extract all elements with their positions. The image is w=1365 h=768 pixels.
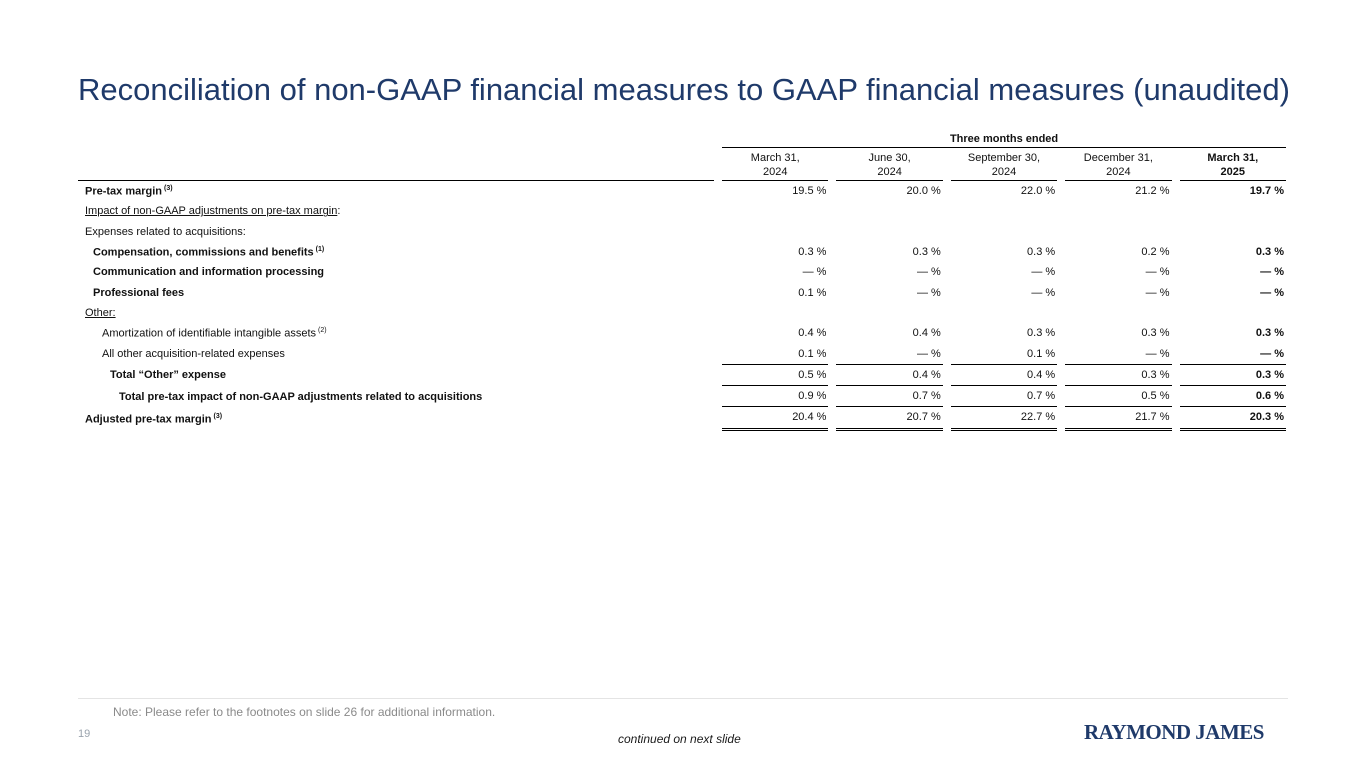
value-cell: 22.0 % <box>1020 185 1056 198</box>
row-label: Total pre-tax impact of non-GAAP adjustments related to acquisitions <box>119 390 483 403</box>
value-cell: — % <box>1145 286 1170 299</box>
value-cell: 0.3 % <box>1255 327 1284 340</box>
value-cell: 0.2 % <box>1141 246 1170 259</box>
row-label: Compensation, commissions and benefits $^{(1)}$ <box>93 245 325 259</box>
value-cell: 0.3 % <box>1141 327 1170 340</box>
column-header-sep-2024: September 30, 2024 <box>951 148 1057 181</box>
row-professional-fees <box>78 282 1286 302</box>
value-cell: 0.3 % <box>912 246 941 259</box>
value-cell: 22.7 % <box>951 407 1057 430</box>
header-span-row <box>78 130 1286 148</box>
value-cell: 0.3 % <box>1027 327 1056 340</box>
value-cell: 20.3 % <box>1180 407 1286 430</box>
row-compensation <box>78 242 1286 262</box>
value-cell: 0.3 % <box>1027 246 1056 259</box>
row-pre-tax-margin <box>78 181 1286 201</box>
value-cell: 21.2 % <box>1135 185 1170 198</box>
value-cell: 0.3 % <box>798 246 827 259</box>
row-label: All other acquisition-related expenses <box>102 348 285 361</box>
value-cell: 0.1 % <box>951 343 1057 364</box>
three-months-ended-header: Three months ended <box>722 130 1286 148</box>
value-cell: — % <box>916 266 941 279</box>
value-cell: 0.7 % <box>836 386 942 407</box>
row-label: Communication and information processing <box>93 266 325 279</box>
value-cell: 0.1 % <box>798 286 827 299</box>
row-total-other-expense <box>78 365 1286 386</box>
value-cell: 19.7 % <box>1249 185 1284 198</box>
value-cell: — % <box>1260 286 1284 299</box>
value-cell: 20.4 % <box>722 407 828 430</box>
value-cell: 0.7 % <box>951 386 1057 407</box>
value-cell: 0.3 % <box>1180 365 1286 386</box>
value-cell: — % <box>802 266 827 279</box>
row-total-pre-tax-impact <box>78 386 1286 407</box>
value-cell: 0.1 % <box>722 343 828 364</box>
row-communication <box>78 262 1286 282</box>
column-header-mar-2025: March 31, 2025 <box>1180 148 1286 181</box>
column-header-dec-2024: December 31, 2024 <box>1065 148 1171 181</box>
value-cell: 21.7 % <box>1065 407 1171 430</box>
value-cell: — % <box>1260 266 1284 279</box>
value-cell: 0.3 % <box>1255 246 1284 259</box>
value-cell: 0.9 % <box>722 386 828 407</box>
slide-title: Reconciliation of non-GAAP financial measures to GAAP financial measures (unaudited) <box>78 72 1290 107</box>
row-all-other-acquisition <box>78 343 1286 364</box>
value-cell: 0.4 % <box>912 327 941 340</box>
row-label: Total “Other” expense <box>110 369 226 382</box>
value-cell: 0.5 % <box>722 365 828 386</box>
value-cell: — % <box>1031 266 1056 279</box>
label-column-header <box>78 148 714 181</box>
column-header-mar-2024: March 31, 2024 <box>722 148 828 181</box>
row-label: Other: <box>85 306 116 319</box>
continued-label: continued on next slide <box>618 732 741 746</box>
reconciliation-table <box>78 130 1286 431</box>
row-other-heading <box>78 303 1286 323</box>
value-cell: — % <box>1145 266 1170 279</box>
value-cell: — % <box>1065 343 1171 364</box>
value-cell: 20.7 % <box>836 407 942 430</box>
value-cell: 19.5 % <box>792 185 827 198</box>
raymond-james-logo: RAYMOND JAMES <box>1084 720 1264 744</box>
page-number: 19 <box>78 728 91 740</box>
row-label: Professional fees <box>93 286 185 299</box>
row-label: Amortization of identifiable intangible assets $^{(2)}$ <box>102 326 327 340</box>
value-cell: 0.4 % <box>798 327 827 340</box>
row-adjusted-pre-tax-margin <box>78 407 1286 430</box>
row-amortization <box>78 323 1286 343</box>
row-label: Expenses related to acquisitions: <box>85 225 246 238</box>
column-header-jun-2024: June 30, 2024 <box>836 148 942 181</box>
row-impact-heading <box>78 201 1286 221</box>
row-label: Adjusted pre-tax margin $^{(3)}$ <box>85 412 223 426</box>
row-expenses-heading <box>78 222 1286 242</box>
footnote-note: Note: Please refer to the footnotes on slide 26 for additional information. <box>113 705 496 719</box>
value-cell: — % <box>1031 286 1056 299</box>
value-cell: 20.0 % <box>906 185 941 198</box>
value-cell: — % <box>916 286 941 299</box>
value-cell: 0.4 % <box>951 365 1057 386</box>
value-cell: 0.6 % <box>1180 386 1286 407</box>
value-cell: 0.3 % <box>1065 365 1171 386</box>
footer-divider <box>78 698 1288 699</box>
value-cell: — % <box>1180 343 1286 364</box>
value-cell: — % <box>836 343 942 364</box>
value-cell: 0.4 % <box>836 365 942 386</box>
column-header-row <box>78 148 1286 181</box>
row-label: Impact of non-GAAP adjustments on pre-tax margin: <box>85 205 341 218</box>
value-cell: 0.5 % <box>1065 386 1171 407</box>
row-label: Pre-tax margin $^{(3)}$ <box>85 184 173 198</box>
